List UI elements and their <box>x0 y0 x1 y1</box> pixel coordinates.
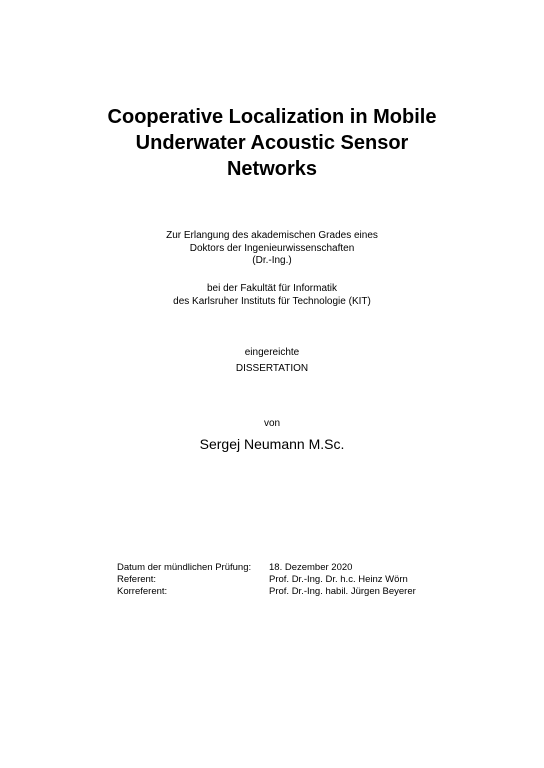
thesis-title-line: Networks <box>226 158 318 180</box>
info-label: Referent: <box>117 574 157 585</box>
author-name: Sergej Neumann M.Sc. <box>199 436 345 452</box>
degree-block <box>72 230 472 268</box>
degree-line: Zur Erlangung des akademischen Grades eines <box>166 230 378 241</box>
info-row <box>117 586 416 598</box>
thesis-title <box>60 104 484 182</box>
faculty-block <box>72 283 472 308</box>
von-label-block <box>72 418 472 431</box>
info-value: Prof. Dr.-Ing. habil. Jürgen Beyerer <box>269 586 416 597</box>
info-row <box>117 562 416 574</box>
faculty-line: des Karlsruher Instituts für Technologie (KIT) <box>173 295 371 307</box>
thesis-title-line: Cooperative Localization in Mobile <box>107 106 437 128</box>
info-label: Datum der mündlichen Prüfung: <box>117 562 252 573</box>
degree-line: Doktors der Ingenieurwissenschaften <box>189 242 355 254</box>
degree-line: (Dr.-Ing.) <box>252 255 292 266</box>
thesis-title-line: Underwater Acoustic Sensor <box>135 132 409 154</box>
info-value: 18. Dezember 2020 <box>269 562 353 573</box>
info-label: Korreferent: <box>117 586 168 597</box>
info-row <box>117 574 416 586</box>
von-label: von <box>263 418 281 429</box>
submission-block <box>72 347 472 375</box>
info-value: Prof. Dr.-Ing. Dr. h.c. Heinz Wörn <box>269 574 408 585</box>
submission-type: DISSERTATION <box>235 362 309 374</box>
examination-info-table <box>117 562 416 598</box>
submission-line: eingereichte <box>244 347 300 358</box>
faculty-line: bei der Fakultät für Informatik <box>206 283 338 294</box>
